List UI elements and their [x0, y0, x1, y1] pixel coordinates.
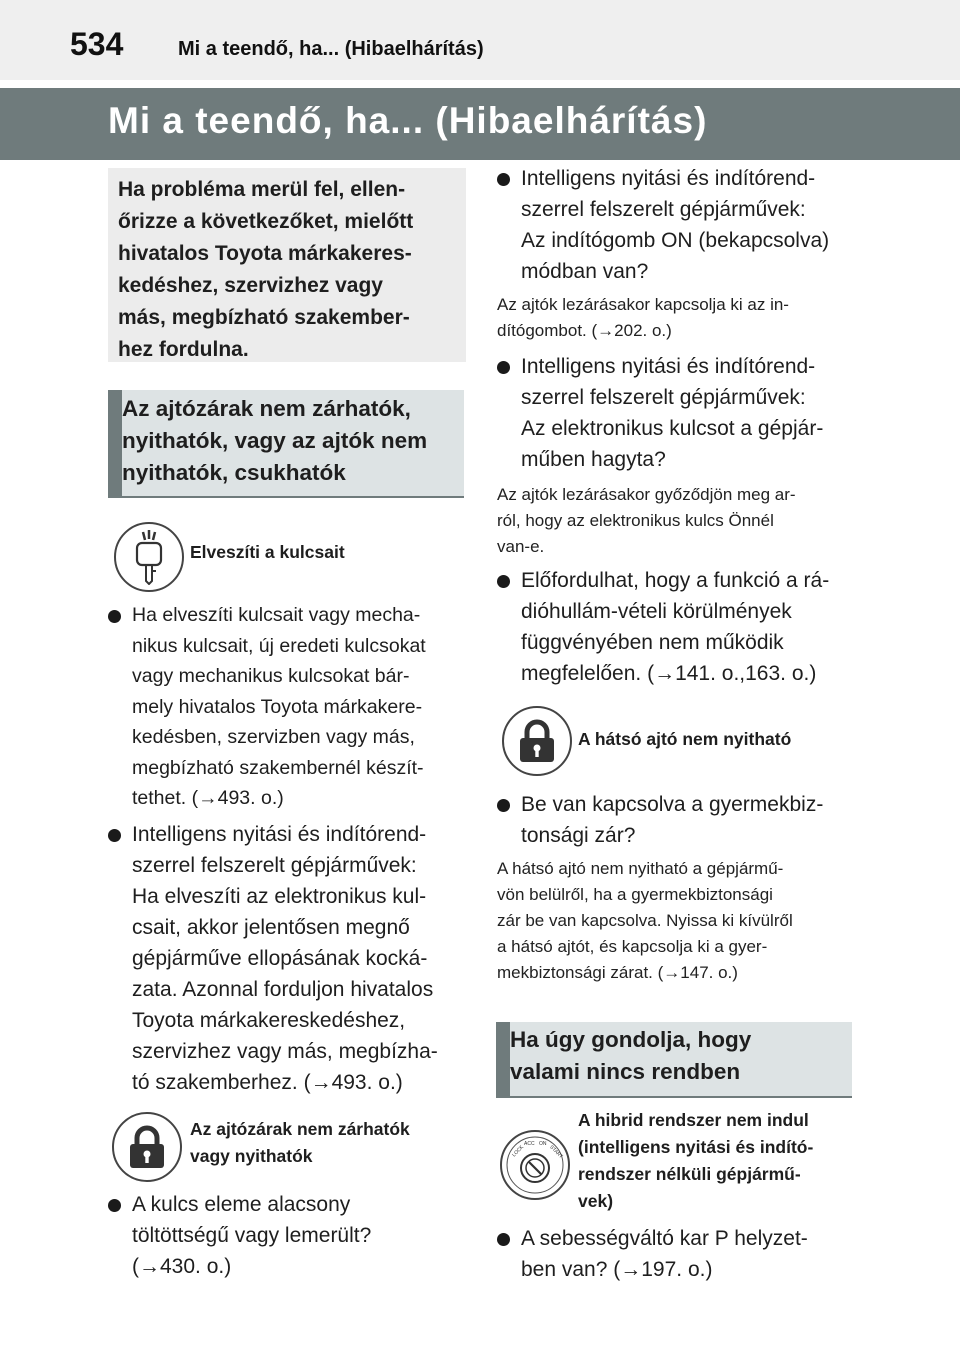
- locks-label: Az ajtózárak nem zárhatók vagy nyithatók: [190, 1119, 410, 1166]
- ignition-switch-icon: [500, 1130, 570, 1200]
- hybrid-not-start-label: A hibrid rendszer nem indul (intelligens nyitási és indító- rendszer nélküli gépjármű- vek): [578, 1110, 814, 1211]
- intro-text: Ha probléma merül fel, ellen- őrizze a következőket, mielőtt hivatalos Toyota márkakeres- kedéshez, szervizhez vagy más, megbízható szakember- hez fordulna.: [118, 178, 414, 361]
- lost-keys-bullet-1: Ha elveszíti kulcsait vagy mecha- nikus kulcsait, új eredeti kulcsokat vagy mechanikus kulcsokat bár- mely hivatalos Toyota márkakere- kedésben, szervizben vagy más, megbízható szakembernél készít- tethet. (→493. o.): [132, 604, 426, 809]
- key-left-inside-bullet: Intelligens nyitási és indítórend- szerrel felszerelt gépjárművek: Az elektronikus kulcsot a gépjár- műben hagyta?: [521, 355, 824, 471]
- smart-key-on-note: Az ajtók lezárásakor kapcsolja ki az in- dítógombot. (→202. o.): [497, 295, 789, 340]
- bullet-dot: [108, 829, 121, 842]
- bullet-dot: [497, 799, 510, 812]
- bullet-dot: [497, 173, 510, 186]
- bullet-dot: [108, 610, 121, 623]
- section-heading-malfunction-text: Ha úgy gondolja, hogy valami nincs rendben: [510, 1027, 752, 1084]
- key-icon: [114, 522, 184, 592]
- bullet-dot: [108, 1199, 121, 1212]
- child-lock-note: A hátsó ajtó nem nyitható a gépjármű- vön belülről, ha a gyermekbiztonsági zár be van kapcsolva. Nyissa ki kívülről a hátsó ajtót, és kapcsolja ki a gyer- mekbiztonsági zárat. (→147. o.): [497, 859, 793, 982]
- page-number: 534: [70, 26, 124, 62]
- key-left-inside-note: Az ajtók lezárásakor győződjön meg ar- ról, hogy az elektronikus kulcs Önnél van-e.: [497, 485, 796, 556]
- section-heading-doors-text: Az ajtózárak nem zárhatók, nyithatók, vagy az ajtók nem nyithatók, csukhatók: [122, 396, 428, 485]
- ignition-label-lock: LOCK: [511, 1144, 526, 1159]
- smart-key-on-bullet: Intelligens nyitási és indítórend- szerrel felszerelt gépjárművek: Az indítógomb ON (bekapcsolva) módban van?: [521, 167, 830, 283]
- padlock-icon: [112, 1112, 182, 1182]
- bullet-dot: [497, 1233, 510, 1246]
- lost-keys-bullet-2: Intelligens nyitási és indítórend- szerrel felszerelt gépjárművek: Ha elveszíti az elektronikus kul- csait, akkor jelentősen megnő gépjárműve ellopásának kocká- zata. Azonnal forduljon hivatalos Toyota márkakereskedéshez, szervizhez vagy más, megbízha- tó szakemberhez. (→493. o.): [132, 823, 438, 1094]
- rear-door-label: A hátsó ajtó nem nyitható: [578, 729, 792, 749]
- ignition-label-acc: ACC: [524, 1141, 535, 1147]
- bullet-dot: [497, 575, 510, 588]
- child-lock-bullet: Be van kapcsolva a gyermekbiz- tonsági zár?: [521, 793, 824, 847]
- page-title: Mi a teendő, ha... (Hibaelhárítás): [108, 100, 708, 141]
- padlock-icon: [502, 706, 572, 776]
- ignition-label-on: ON: [539, 1141, 547, 1147]
- radio-interference-bullet: Előfordulhat, hogy a funkció a rá- dióhullám-vételi körülmények függvényében nem működik megfelelően. (→141. o.,163. o.): [521, 569, 830, 685]
- locks-bullet-battery: A kulcs eleme alacsony töltöttségű vagy lemerült? (→430. o.): [132, 1193, 372, 1278]
- ignition-label-start: START: [548, 1144, 564, 1160]
- shift-lever-bullet: A sebességváltó kar P helyzet- ben van? (→197. o.): [521, 1227, 808, 1281]
- lost-keys-label: Elveszíti a kulcsait: [190, 542, 345, 562]
- bullet-dot: [497, 361, 510, 374]
- running-title: Mi a teendő, ha... (Hibaelhárítás): [178, 38, 484, 60]
